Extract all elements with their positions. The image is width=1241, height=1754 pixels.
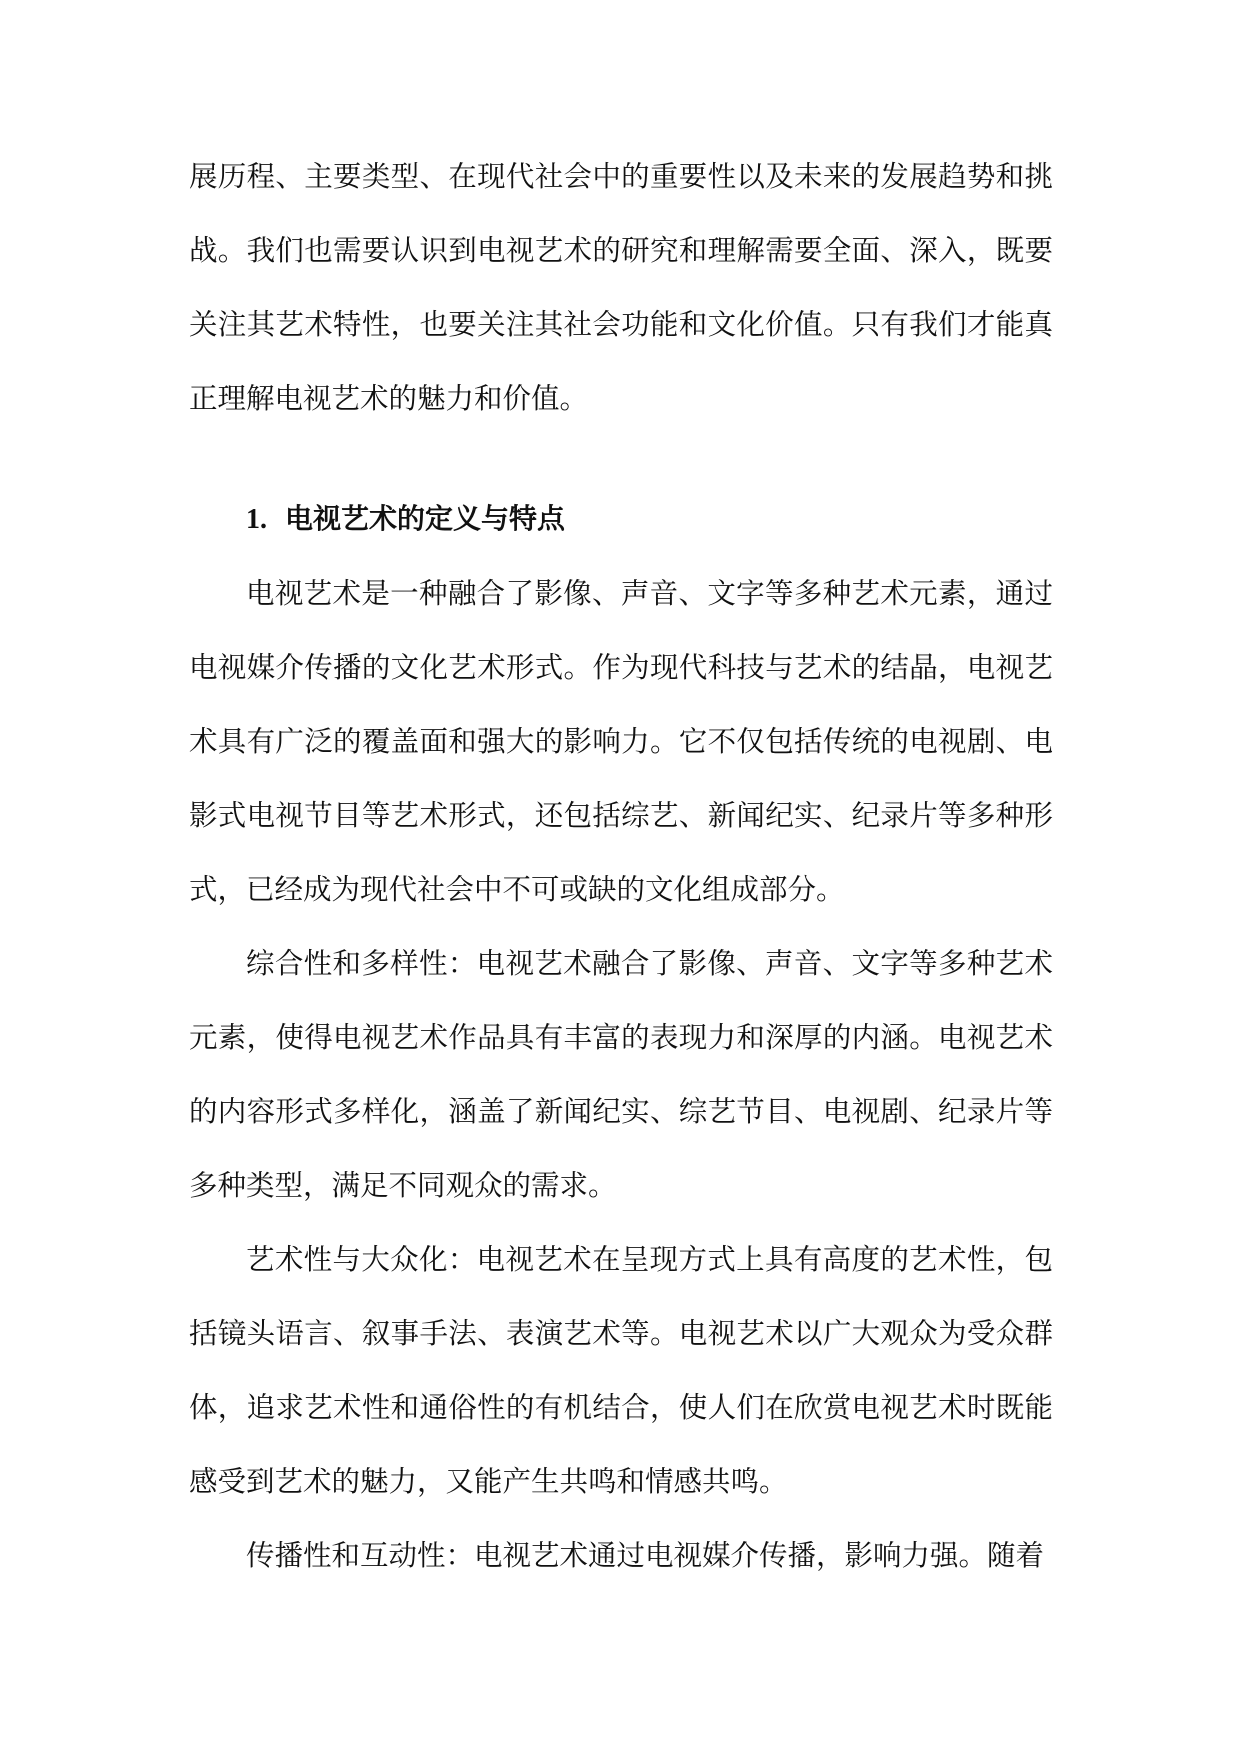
paragraph-continued: 展历程、主要类型、在现代社会中的重要性以及未来的发展趋势和挑战。我们也需要认识到电视艺术的研究和理解需要全面、深入，既要关注其艺术特性，也要关注其社会功能和文化价值。只有我们才能真正理解电视艺术的魅力和价值。 [189, 160, 1053, 415]
paragraph-comprehensiveness: 综合性和多样性：电视艺术融合了影像、声音、文字等多种艺术元素，使得电视艺术作品具有丰富的表现力和深厚的内涵。电视艺术的内容形式多样化，涵盖了新闻纪实、综艺节目、电视剧、纪录片等多种类型，满足不同观众的需求。 [189, 947, 1053, 1202]
section-heading [189, 482, 1053, 557]
document-body [189, 140, 1053, 1593]
paragraph-communication: 传播性和互动性：电视艺术通过电视媒介传播，影响力强。随着 [246, 1539, 1045, 1572]
paragraph-definition: 电视艺术是一种融合了影像、声音、文字等多种艺术元素，通过电视媒介传播的文化艺术形式。作为现代科技与艺术的结晶，电视艺术具有广泛的覆盖面和强大的影响力。它不仅包括传统的电视剧、电影式电视节目等艺术形式，还包括综艺、新闻纪实、纪录片等多种形式，已经成为现代社会中不可或缺的文化组成部分。 [189, 577, 1053, 906]
paragraph-artistry: 艺术性与大众化：电视艺术在呈现方式上具有高度的艺术性，包括镜头语言、叙事手法、表演艺术等。电视艺术以广大观众为受众群体，追求艺术性和通俗性的有机结合，使人们在欣赏电视艺术时既能感受到艺术的魅力，又能产生共鸣和情感共鸣。 [189, 1243, 1053, 1498]
section-title: 电视艺术的定义与特点 [285, 502, 566, 535]
section-number: 1. [246, 504, 267, 535]
